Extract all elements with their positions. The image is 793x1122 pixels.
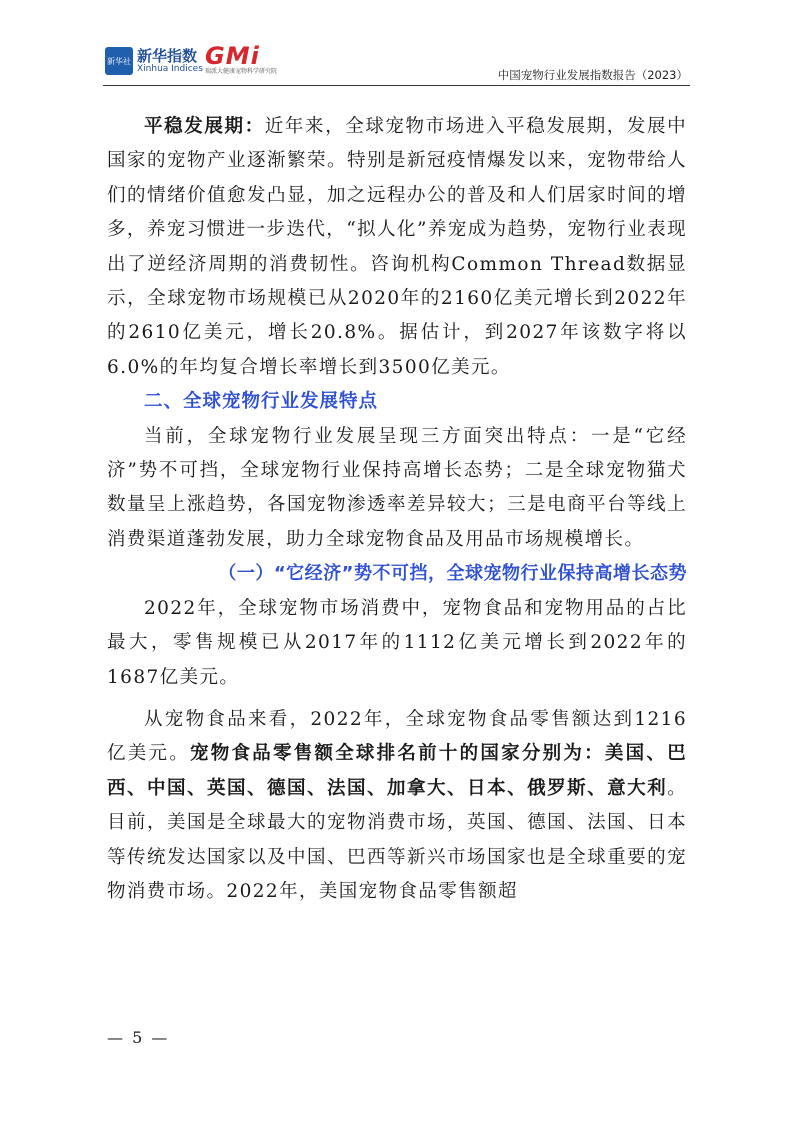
subsection-heading: （一）“它经济”势不可挡，全球宠物行业保持高增长态势	[218, 563, 687, 585]
paragraph-lead: 平稳发展期：	[144, 116, 265, 137]
gmi-logo-word: GMi	[205, 42, 260, 70]
page-number: — 5 —	[107, 1028, 170, 1047]
paragraph-bold-text: 宠物食品零售额全球排名前十的国家分别为：美国、巴西、中国、英国、德国、法国、加拿大、日本、俄罗斯、意大利	[107, 743, 687, 799]
paragraph-text-end: 。目前，美国是全球最大的宠物消费市场，英国、德国、法国、日本等传统发达国家以及中国、巴西等新兴市场国家也是全球重要的宠物消费市场。2022年，美国宠物食品零售额超	[107, 777, 687, 902]
gmi-logo	[205, 44, 297, 78]
running-title: 中国宠物行业发展指数报告（2023）	[497, 68, 688, 82]
paragraph-stable-period	[107, 110, 687, 385]
xinhua-badge-icon: 新华社	[105, 47, 133, 75]
paragraph-overview: 当前，全球宠物行业发展呈现三方面突出特点：一是“它经济”势不可挡，全球宠物行业保持高增长态势；二是全球宠物猫犬数量呈上涨趋势，各国宠物渗透率差异较大；三是电商平台等线上消费渠道蓬勃发展，助力全球宠物食品及用品市场规模增长。	[107, 425, 687, 550]
paragraph-text: 近年来，全球宠物市场进入平稳发展期，发展中国家的宠物产业逐渐繁荣。特别是新冠疫情爆发以来，宠物带给人们的情绪价值愈发凸显，加之远程办公的普及和人们居家时间的增多，养宠习惯进一步迭代，“拟人化”养宠成为趋势，宠物行业表现出了逆经济周期的消费韧性。咨询机构Common Thread数据显示，全球宠物市场规模已从2020年的2160亿美元增长到2022年的2610亿美元，增长20.8%。据估计，到2027年该数字将以6.0%的年均复合增长率增长到3500亿美元。	[107, 116, 687, 378]
xinhua-logo-cn: 新华指数	[137, 46, 198, 65]
paragraph-retail-scale: 2022年，全球宠物市场消费中，宠物食品和宠物用品的占比最大，零售规模已从2017年的1112亿美元增长到2022年的1687亿美元。	[107, 597, 687, 688]
section-heading: 二、全球宠物行业发展特点	[144, 391, 379, 413]
header-divider	[103, 85, 690, 86]
paragraph-text-start: 从宠物食品来看，2022年，全球宠物食品零售额达到1216亿美元。	[107, 708, 687, 765]
xinhua-indices-logo	[105, 47, 203, 75]
paragraph-pet-food	[107, 703, 687, 909]
page-header	[0, 0, 793, 92]
xinhua-logo-en: Xinhua Indices	[137, 63, 203, 74]
gmi-logo-subtitle: 瑞派大健康宠物科学研究院	[205, 68, 278, 75]
paragraph-gap	[107, 695, 687, 703]
page-body	[107, 110, 687, 909]
